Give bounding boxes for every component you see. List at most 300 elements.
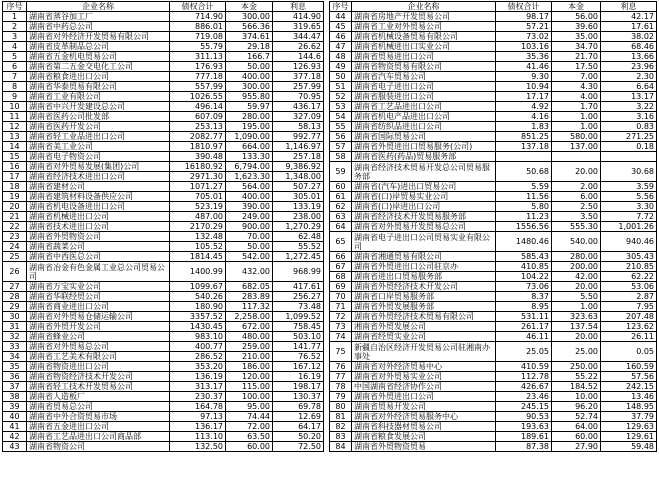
company-name: 湖南省蔬菜公司	[27, 242, 170, 252]
principal-amount: 566.36	[226, 22, 273, 32]
row-number: 42	[3, 432, 27, 442]
principal-amount: 100.00	[226, 392, 273, 402]
company-name: 湖南省电子进出口公司	[352, 82, 496, 92]
table-row	[330, 302, 657, 312]
table-row	[330, 342, 657, 362]
table-row	[330, 92, 657, 102]
table-row	[3, 352, 324, 362]
interest-amount: 1,348.00	[273, 172, 324, 182]
claim-total: 705.01	[170, 192, 226, 202]
table-row	[3, 22, 324, 32]
company-name: 湖南省物资公司	[27, 442, 170, 452]
principal-amount: 20.00	[552, 332, 601, 342]
claim-total: 1480.46	[496, 232, 552, 252]
interest-amount: 13.46	[601, 392, 657, 402]
interest-amount: 3.16	[601, 112, 657, 122]
row-number: 24	[3, 242, 27, 252]
table-header-row	[330, 2, 657, 12]
principal-amount: 283.89	[226, 292, 273, 302]
interest-amount: 507.27	[273, 182, 324, 192]
interest-amount: 344.47	[273, 32, 324, 42]
table-row	[3, 372, 324, 382]
company-name: 湖南省美工业公司	[27, 142, 170, 152]
interest-amount: 207.48	[601, 312, 657, 322]
interest-amount: 1,146.97	[273, 142, 324, 152]
table-row	[3, 92, 324, 102]
company-name: 湖南省建筑材料设备供应公司	[27, 192, 170, 202]
company-name: 湖南省工艺品进出口公司商品部	[27, 432, 170, 442]
interest-amount: 2.87	[601, 292, 657, 302]
claim-total: 132.50	[170, 442, 226, 452]
principal-amount: 17.50	[552, 62, 601, 72]
header-interest: 利息	[273, 2, 324, 12]
claim-total: 286.52	[170, 352, 226, 362]
company-name: 湖南省中外合资贸易市场	[27, 412, 170, 422]
principal-amount: 6.00	[552, 192, 601, 202]
principal-amount: 50.00	[226, 242, 273, 252]
left-claims-table	[2, 1, 324, 452]
table-row	[3, 152, 324, 162]
principal-amount: 27.90	[552, 442, 601, 452]
claim-total: 523.19	[170, 202, 226, 212]
principal-amount: 2.00	[552, 182, 601, 192]
company-name: 湖南省电子进出口公司贸易实业有限公司	[352, 232, 496, 252]
interest-amount: 414.90	[273, 12, 324, 22]
interest-amount: 1,001.26	[601, 222, 657, 232]
company-name: 湖南省外贸经济技术贸易有限公司	[352, 312, 496, 322]
table-row	[330, 122, 657, 132]
table-row	[330, 332, 657, 342]
claim-total: 25.05	[496, 342, 552, 362]
table-row	[3, 332, 324, 342]
claim-total: 164.78	[170, 402, 226, 412]
row-number: 59	[330, 162, 352, 182]
row-number: 33	[3, 342, 27, 352]
table-row	[330, 82, 657, 92]
row-number: 17	[3, 172, 27, 182]
principal-amount: 29.18	[226, 42, 273, 52]
claim-total: 98.17	[496, 12, 552, 22]
interest-amount: 129.61	[601, 432, 657, 442]
principal-amount: 59.97	[226, 102, 273, 112]
principal-amount: 250.00	[552, 362, 601, 372]
principal-amount: 323.63	[552, 312, 601, 322]
claim-total: 5.80	[496, 202, 552, 212]
row-number: 64	[330, 222, 352, 232]
principal-amount: 2.50	[552, 202, 601, 212]
claim-total: 4.92	[496, 102, 552, 112]
table-row	[3, 192, 324, 202]
header-no: 序号	[3, 2, 27, 12]
principal-amount: 96.20	[552, 402, 601, 412]
row-number: 30	[3, 312, 27, 322]
claim-total: 585.43	[496, 252, 552, 262]
principal-amount: 1.00	[552, 122, 601, 132]
table-row	[330, 12, 657, 22]
claim-total: 57.21	[496, 22, 552, 32]
principal-amount: 34.70	[552, 42, 601, 52]
claim-total: 714.90	[170, 12, 226, 22]
interest-amount: 3.22	[601, 102, 657, 112]
table-row	[330, 422, 657, 432]
company-name: 湖南省蒸谷加工厂	[27, 12, 170, 22]
company-name: 湖南省服装进出口公司	[352, 92, 496, 102]
principal-amount: 55.22	[552, 372, 601, 382]
table-row	[3, 262, 324, 282]
claim-total: 886.01	[170, 22, 226, 32]
principal-amount: 133.30	[226, 152, 273, 162]
principal-amount: 117.32	[226, 302, 273, 312]
interest-amount: 37.79	[601, 412, 657, 422]
company-name: 湖南省医药(药品)贸易服务部	[352, 152, 496, 162]
claim-total: 1400.99	[170, 262, 226, 282]
company-name: 湖南省医药公司批发部	[27, 112, 170, 122]
table-row	[330, 262, 657, 272]
row-number: 37	[3, 382, 27, 392]
company-name: 湖南省对外经济贸易中心	[352, 362, 496, 372]
row-number: 83	[330, 432, 352, 442]
claim-total: 5.59	[496, 182, 552, 192]
company-name: 湖南省物资进出口公司	[27, 362, 170, 372]
company-name: 湖南省经济技术贸易开发总公司贸易服务部	[352, 162, 496, 182]
company-name: 湖南省机械设备贸易有限公司	[352, 32, 496, 42]
table-row	[3, 222, 324, 232]
claim-total: 73.06	[496, 282, 552, 292]
claim-total: 90.53	[496, 412, 552, 422]
table-row	[330, 192, 657, 202]
table-row	[3, 172, 324, 182]
claim-total: 719.08	[170, 32, 226, 42]
company-name: 湖南省科技器材贸易公司	[352, 422, 496, 432]
row-number: 1	[3, 12, 27, 22]
row-number: 28	[3, 292, 27, 302]
row-number: 55	[330, 122, 352, 132]
interest-amount: 76.52	[273, 352, 324, 362]
table-row	[3, 162, 324, 172]
interest-amount: 26.62	[273, 42, 324, 52]
claim-total: 1814.45	[170, 252, 226, 262]
company-name: 湖南省华泰贸易有限公司	[27, 82, 170, 92]
table-row	[330, 432, 657, 442]
table-row	[330, 202, 657, 212]
claim-total: 1556.56	[496, 222, 552, 232]
row-number: 41	[3, 422, 27, 432]
right-table-body	[330, 12, 657, 452]
claim-total: 180.90	[170, 302, 226, 312]
row-number: 46	[330, 32, 352, 42]
table-row	[330, 362, 657, 372]
row-number: 34	[3, 352, 27, 362]
interest-amount: 9,386.92	[273, 162, 324, 172]
principal-amount: 6,794.00	[226, 162, 273, 172]
interest-amount: 242.15	[601, 382, 657, 392]
header-name: 企业名称	[27, 2, 170, 12]
claim-total: 105.52	[170, 242, 226, 252]
table-row	[3, 432, 324, 442]
claim-total: 261.17	[496, 322, 552, 332]
company-name: 湖南省冶金有色金属工业总公司贸易公司	[27, 262, 170, 282]
row-number: 21	[3, 212, 27, 222]
row-number: 38	[3, 392, 27, 402]
claim-total: 17.17	[496, 92, 552, 102]
row-number: 72	[330, 312, 352, 322]
row-number: 4	[3, 42, 27, 52]
interest-amount: 256.27	[273, 292, 324, 302]
principal-amount	[552, 152, 601, 162]
principal-amount: 259.00	[226, 342, 273, 352]
principal-amount: 432.00	[226, 262, 273, 282]
table-row	[330, 372, 657, 382]
claim-total: 410.59	[496, 362, 552, 372]
principal-amount: 39.60	[552, 22, 601, 32]
interest-amount: 198.17	[273, 382, 324, 392]
interest-amount: 257.18	[273, 152, 324, 162]
company-name: 湖南省对外经济开发贸易有限公司	[27, 32, 170, 42]
interest-amount: 30.68	[601, 162, 657, 182]
principal-amount: 115.00	[226, 382, 273, 392]
principal-amount: 4.00	[552, 92, 601, 102]
interest-amount: 57.56	[601, 372, 657, 382]
claim-total: 11.23	[496, 212, 552, 222]
interest-amount: 6.64	[601, 82, 657, 92]
principal-amount: 60.00	[552, 432, 601, 442]
claim-total: 136.19	[170, 372, 226, 382]
principal-amount: 1.70	[552, 102, 601, 112]
claim-total: 3357.52	[170, 312, 226, 322]
interest-amount: 69.78	[273, 402, 324, 412]
row-number: 58	[330, 152, 352, 162]
principal-amount: 52.74	[552, 412, 601, 422]
row-number: 69	[330, 282, 352, 292]
header-claim: 债权合计	[170, 2, 226, 12]
company-name: 湖南省对外贸易总公司	[27, 342, 170, 352]
company-name: 湖南省(汽车)进出口贸易公司	[352, 182, 496, 192]
claim-total: 73.02	[496, 32, 552, 42]
principal-amount: 184.52	[552, 382, 601, 392]
table-row	[330, 252, 657, 262]
row-number: 48	[330, 52, 352, 62]
claim-total: 136.17	[170, 422, 226, 432]
interest-amount: 0.05	[601, 342, 657, 362]
interest-amount: 271.25	[601, 132, 657, 142]
company-name: 湖南省物资贸易有限公司	[352, 62, 496, 72]
interest-amount: 129.63	[601, 422, 657, 432]
company-name: 湖南省外贸进出口贸易服务(公司)	[352, 142, 496, 152]
row-number: 23	[3, 232, 27, 242]
company-name: 湖南省技术进出口公司	[27, 222, 170, 232]
table-row	[3, 302, 324, 312]
table-row	[330, 222, 657, 232]
table-row	[330, 282, 657, 292]
row-number: 15	[3, 152, 27, 162]
row-number: 43	[3, 442, 27, 452]
row-number: 77	[330, 372, 352, 382]
claim-total: 540.26	[170, 292, 226, 302]
row-number: 16	[3, 162, 27, 172]
interest-amount: 377.18	[273, 72, 324, 82]
row-number: 78	[330, 382, 352, 392]
claim-total: 1.83	[496, 122, 552, 132]
table-row	[330, 312, 657, 322]
table-row	[330, 232, 657, 252]
row-number: 66	[330, 252, 352, 262]
principal-amount: 280.00	[226, 112, 273, 122]
company-name: 湖南省机械进出口实业公司	[352, 42, 496, 52]
table-row	[3, 62, 324, 72]
table-row	[3, 422, 324, 432]
row-number: 52	[330, 92, 352, 102]
row-number: 50	[330, 72, 352, 82]
company-name: 湖南省经济技术开发贸易服务部	[352, 212, 496, 222]
company-name: 湖南省房地产开发贸易公司	[352, 12, 496, 22]
principal-amount: 3.50	[552, 212, 601, 222]
interest-amount: 50.20	[273, 432, 324, 442]
table-row	[3, 32, 324, 42]
row-number: 79	[330, 392, 352, 402]
claim-total: 132.48	[170, 232, 226, 242]
interest-amount: 1,272.45	[273, 252, 324, 262]
principal-amount: 95.00	[226, 402, 273, 412]
principal-amount: 955.80	[226, 92, 273, 102]
company-name: 湖南省外贸经济技术开发公司	[352, 282, 496, 292]
company-name: 湖南省蜂业公司	[27, 332, 170, 342]
principal-amount: 25.00	[552, 342, 601, 362]
principal-amount: 1,623.30	[226, 172, 273, 182]
claim-total: 1071.27	[170, 182, 226, 192]
claim-total: 16180.92	[170, 162, 226, 172]
company-name: 湘南省外贸发展公司	[352, 322, 496, 332]
company-name: 湖南省工业有限公司	[27, 92, 170, 102]
company-name: 湖南省外贸物资公司	[27, 232, 170, 242]
table-row	[330, 72, 657, 82]
left-table-body	[3, 12, 324, 452]
row-number: 65	[330, 232, 352, 252]
row-number: 5	[3, 52, 27, 62]
row-number: 51	[330, 82, 352, 92]
claim-total: 313.17	[170, 382, 226, 392]
interest-amount: 2.30	[601, 72, 657, 82]
claim-total: 23.46	[496, 392, 552, 402]
table-row	[3, 292, 324, 302]
company-name: 湖南省商业进出口公司	[27, 302, 170, 312]
table-row	[3, 122, 324, 132]
row-number: 60	[330, 182, 352, 192]
principal-amount: 672.00	[226, 322, 273, 332]
claim-total: 777.18	[170, 72, 226, 82]
table-row	[3, 72, 324, 82]
row-number: 73	[330, 322, 352, 332]
header-principal: 本金	[226, 2, 273, 12]
claim-total: 193.63	[496, 422, 552, 432]
table-row	[3, 442, 324, 452]
principal-amount: 60.00	[226, 442, 273, 452]
principal-amount: 1,090.00	[226, 132, 273, 142]
claim-total: 41.46	[496, 62, 552, 72]
table-row	[3, 232, 324, 242]
row-number: 67	[330, 262, 352, 272]
company-name: 湖南省对外贸易仓储运输公司	[27, 312, 170, 322]
interest-amount: 68.46	[601, 42, 657, 52]
row-number: 11	[3, 112, 27, 122]
header-principal: 本金	[552, 2, 601, 12]
claim-total: 607.09	[170, 112, 226, 122]
company-name: 湖南省外贸开发公司	[27, 322, 170, 332]
claim-total: 557.99	[170, 82, 226, 92]
table-row	[3, 282, 324, 292]
company-name: 湖南省口岸贸易服务部	[352, 292, 496, 302]
company-name: 湖南省电子物资公司	[27, 152, 170, 162]
company-name: 湖南省外贸进出口公司	[352, 392, 496, 402]
principal-amount: 56.00	[552, 12, 601, 22]
row-number: 80	[330, 402, 352, 412]
interest-amount: 210.85	[601, 262, 657, 272]
claim-total: 176.93	[170, 62, 226, 72]
interest-amount: 160.59	[601, 362, 657, 372]
interest-amount: 238.00	[273, 212, 324, 222]
claim-total: 46.11	[496, 332, 552, 342]
interest-amount: 968.99	[273, 262, 324, 282]
company-name: 湖南省(口)岸进出口公司	[352, 202, 496, 212]
interest-amount: 417.61	[273, 282, 324, 292]
claim-total: 1099.67	[170, 282, 226, 292]
row-number: 76	[330, 362, 352, 372]
company-name: 湖南省医药开发公司	[27, 122, 170, 132]
principal-amount: 7.00	[552, 72, 601, 82]
principal-amount: 540.00	[552, 232, 601, 252]
principal-amount: 1.00	[552, 302, 601, 312]
row-number: 25	[3, 252, 27, 262]
company-name: 湖南省中兴开发建设总公司	[27, 102, 170, 112]
row-number: 35	[3, 362, 27, 372]
row-number: 75	[330, 342, 352, 362]
table-row	[330, 52, 657, 62]
principal-amount: 280.00	[552, 252, 601, 262]
company-name: 湖南省工业对外贸易公司	[352, 22, 496, 32]
row-number: 14	[3, 142, 27, 152]
principal-amount: 120.00	[226, 372, 273, 382]
company-name: 湖南省机械进出口公司	[27, 212, 170, 222]
interest-amount: 130.37	[273, 392, 324, 402]
company-name: 湖南省五金机电贸易公司	[27, 52, 170, 62]
company-name: 湖南省建材公司	[27, 182, 170, 192]
company-name: 湖南省工艺美术有限公司	[27, 352, 170, 362]
interest-amount: 26.11	[601, 332, 657, 342]
claim-total: 35.36	[496, 52, 552, 62]
interest-amount: 55.52	[273, 242, 324, 252]
table-row	[330, 412, 657, 422]
row-number: 45	[330, 22, 352, 32]
row-number: 68	[330, 272, 352, 282]
row-number: 71	[330, 302, 352, 312]
principal-amount: 300.00	[226, 12, 273, 22]
principal-amount: 74.44	[226, 412, 273, 422]
row-number: 10	[3, 102, 27, 112]
row-number: 56	[330, 132, 352, 142]
principal-amount: 580.00	[552, 132, 601, 142]
table-row	[330, 42, 657, 52]
row-number: 18	[3, 182, 27, 192]
row-number: 74	[330, 332, 352, 342]
interest-amount: 319.65	[273, 22, 324, 32]
claim-total: 410.85	[496, 262, 552, 272]
row-number: 61	[330, 192, 352, 202]
table-row	[3, 12, 324, 22]
row-number: 29	[3, 302, 27, 312]
claim-total: 531.11	[496, 312, 552, 322]
company-name: 湖南省外贸进出口公司驻京办	[352, 262, 496, 272]
table-row	[3, 312, 324, 322]
table-row	[330, 322, 657, 332]
